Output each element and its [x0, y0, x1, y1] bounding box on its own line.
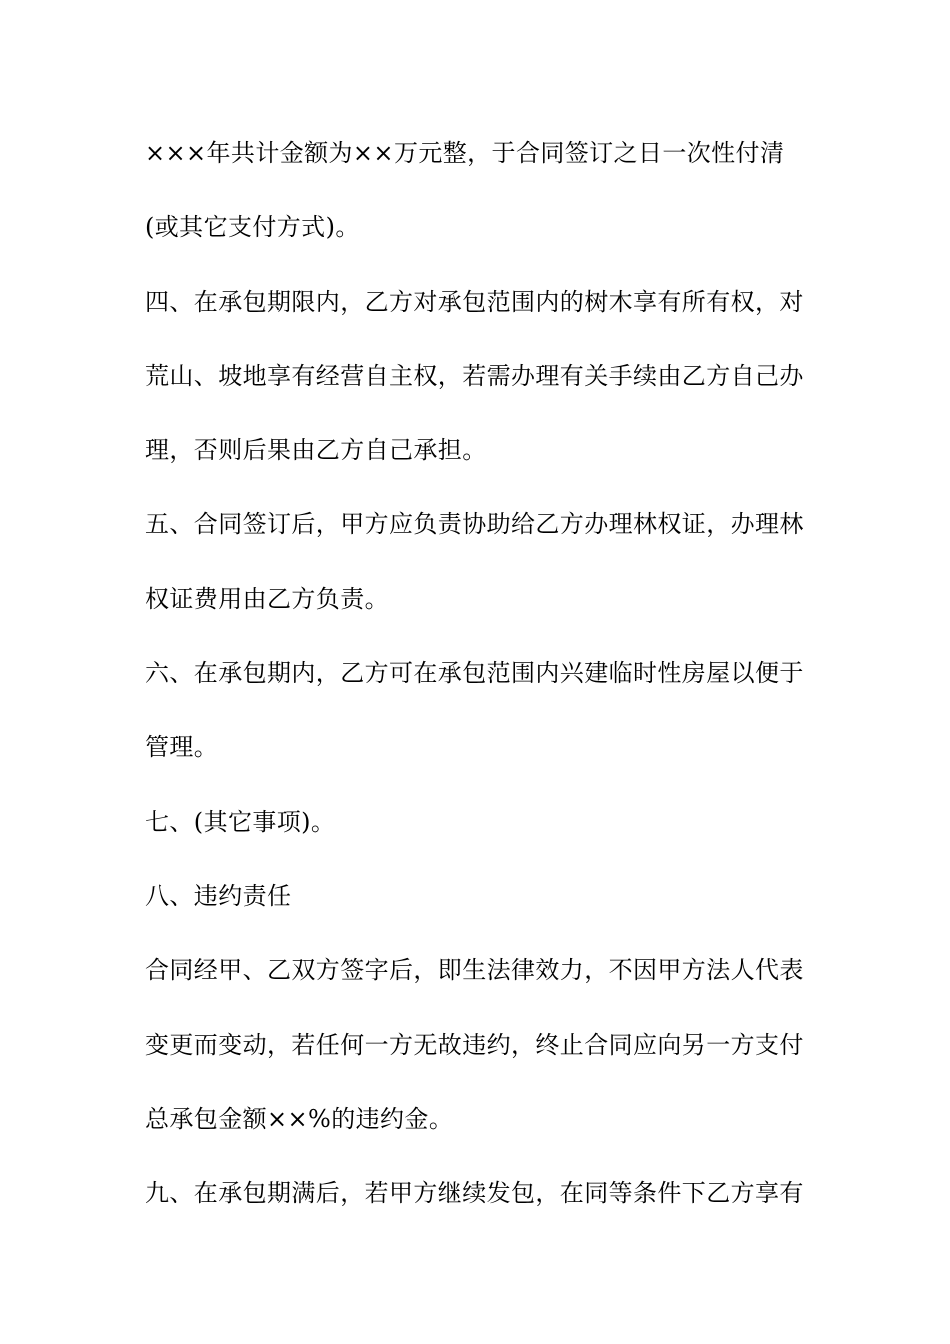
- contract-text: [145, 130, 815, 1244]
- text-line: 合同经甲、乙双方签字后，即生法律效力，不因甲方法人代表: [145, 956, 804, 985]
- text-line: 九、在承包期满后，若甲方继续发包，在同等条件下乙方享有: [145, 1179, 804, 1208]
- text-line: 七、(其它事项)。: [145, 807, 336, 836]
- text-line: 管理。: [145, 733, 219, 762]
- text-line: 四、在承包期限内，乙方对承包范围内的树木享有所有权，对: [145, 287, 804, 316]
- text-line: 荒山、坡地享有经营自主权，若需办理有关手续由乙方自己办: [145, 361, 804, 390]
- text-line: 八、违约责任: [145, 881, 292, 910]
- text-line: 变更而变动，若任何一方无故违约，终止合同应向另一方支付: [145, 1030, 804, 1059]
- text-line: 总承包金额××%的违约金。: [145, 1104, 454, 1133]
- text-line: 六、在承包期内，乙方可在承包范围内兴建临时性房屋以便于: [145, 659, 804, 688]
- text-line: 五、合同签订后，甲方应负责协助给乙方办理林权证，办理林: [145, 510, 804, 539]
- text-line: 权证费用由乙方负责。: [145, 584, 389, 613]
- text-line: ×××年共计金额为××万元整，于合同签订之日一次性付清: [145, 139, 785, 167]
- text-line: (或其它支付方式)。: [145, 213, 360, 242]
- text-line: 理，否则后果由乙方自己承担。: [145, 436, 487, 465]
